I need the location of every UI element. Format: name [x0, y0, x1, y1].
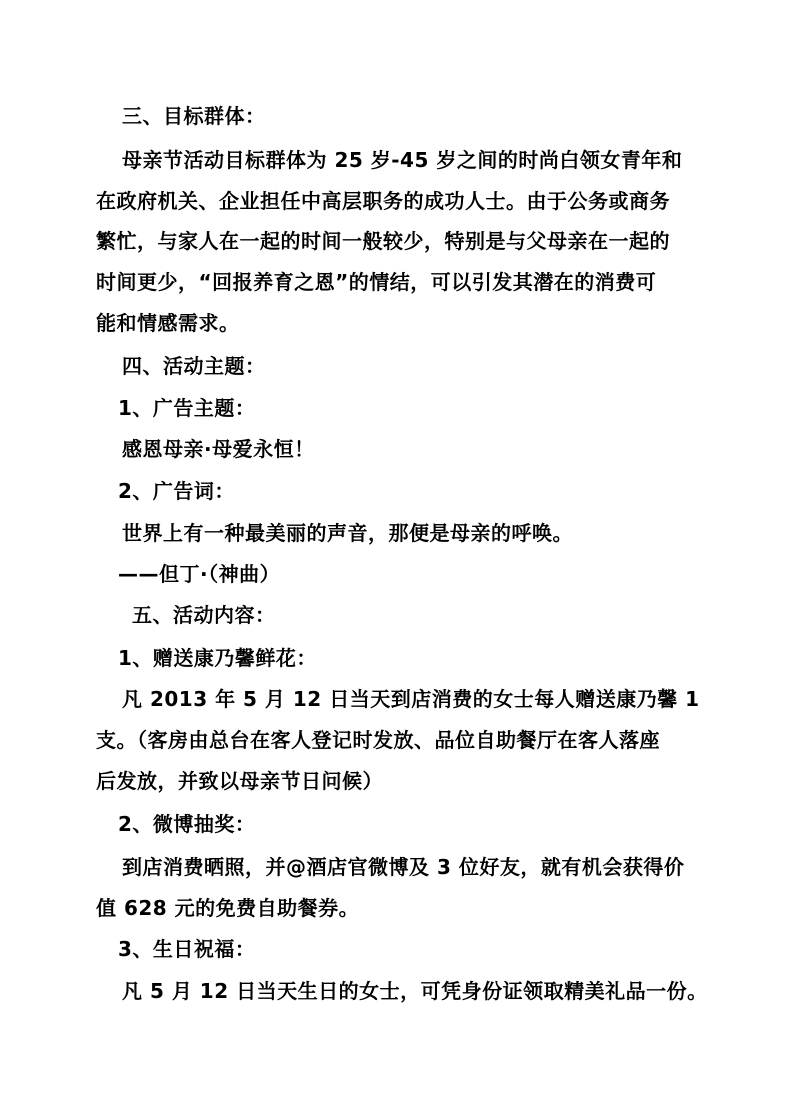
- paragraph-line: 后发放，并致以母亲节日问候）: [96, 769, 383, 793]
- ad-copy-attribution: ——但丁·（神曲）: [118, 562, 281, 586]
- subheading-carnation-gift: 1、赠送康乃馨鲜花：: [118, 646, 317, 670]
- subheading-ad-copy: 2、广告词：: [118, 479, 235, 503]
- paragraph-line: 支。（客房由总台在客人登记时发放、品位自助餐厅在客人落座: [96, 728, 660, 752]
- paragraph-line: 凡 5 月 12 日当天生日的女士，可凭身份证领取精美礼品一份。: [122, 979, 708, 1003]
- paragraph-line: 到店消费晒照，并@酒店官微博及 3 位好友，就有机会获得价: [122, 855, 685, 879]
- section-heading-target-group: 三、目标群体：: [122, 104, 266, 128]
- section-heading-theme: 四、活动主题：: [122, 354, 266, 378]
- paragraph-line: 凡 2013 年 5 月 12 日当天到店消费的女士每人赠送康乃馨 1: [122, 687, 700, 711]
- paragraph-line: 时间更少，“回报养育之恩”的情结，可以引发其潜在的消费可: [96, 270, 657, 294]
- paragraph-line: 繁忙，与家人在一起的时间一般较少，特别是与父母亲在一起的: [96, 229, 670, 253]
- ad-theme-text: 感恩母亲·母爱永恒！: [122, 437, 315, 461]
- subheading-birthday-blessing: 3、生日祝福：: [118, 937, 256, 961]
- paragraph-line: 在政府机关、企业担任中高层职务的成功人士。由于公务或商务: [96, 189, 670, 213]
- ad-copy-text: 世界上有一种最美丽的声音，那便是母亲的呼唤。: [122, 521, 573, 545]
- subheading-weibo-lottery: 2、微博抽奖：: [118, 812, 256, 836]
- paragraph-line: 能和情感需求。: [96, 311, 240, 335]
- paragraph-line: 母亲节活动目标群体为 25 岁-45 岁之间的时尚白领女青年和: [122, 148, 683, 172]
- paragraph-line: 值 628 元的免费自助餐券。: [96, 896, 360, 920]
- subheading-ad-theme: 1、广告主题：: [118, 396, 256, 420]
- section-heading-content: 五、活动内容：: [132, 603, 276, 627]
